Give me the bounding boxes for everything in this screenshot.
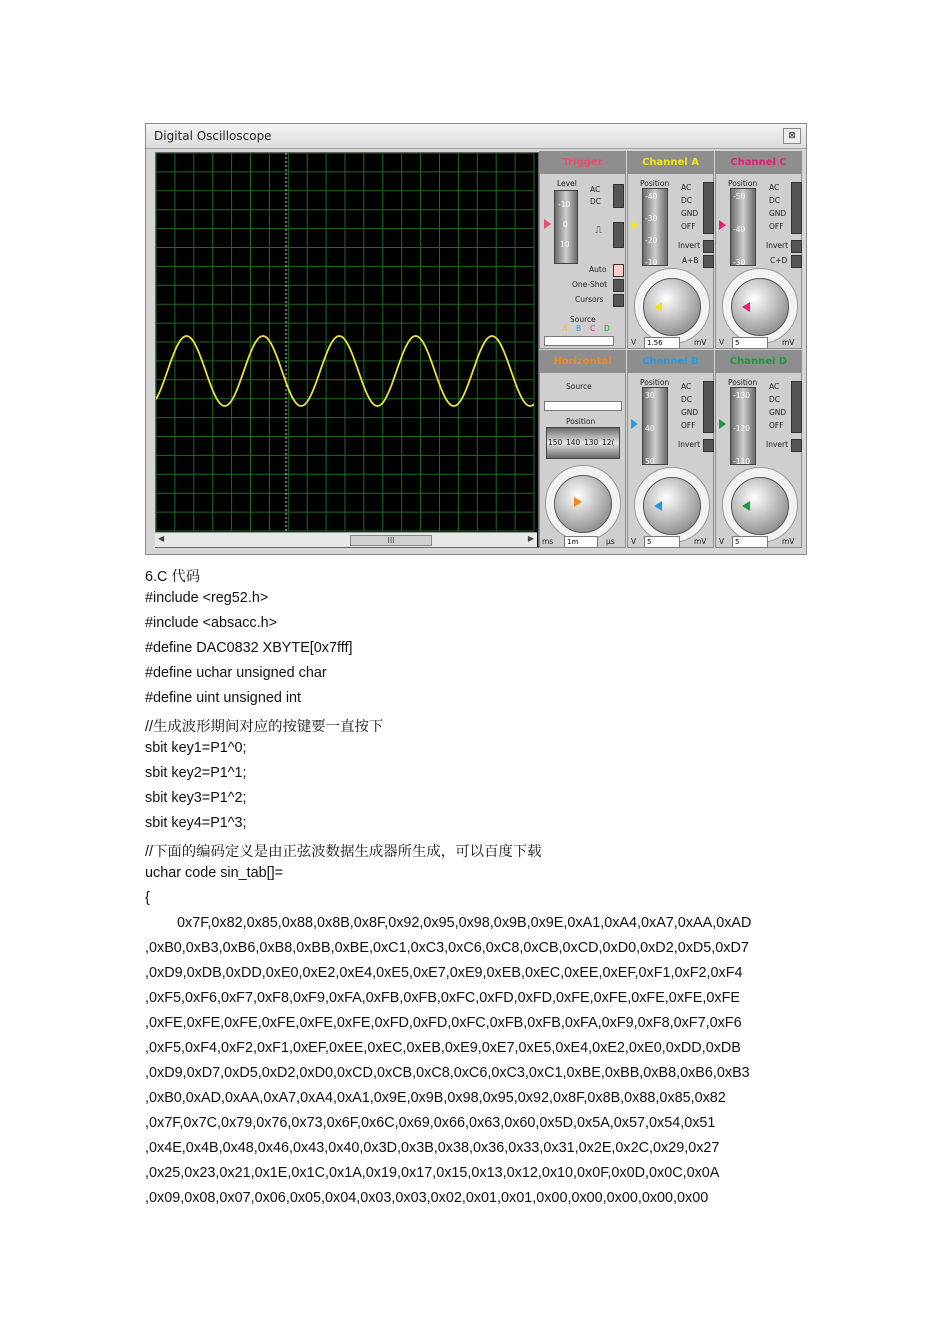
- h-position-tick: 140: [566, 438, 581, 447]
- volts-unit-left: V: [719, 338, 725, 347]
- coupling-switch[interactable]: [703, 381, 714, 433]
- volts-value: 5: [644, 536, 680, 548]
- coupling-off: OFF: [769, 421, 784, 430]
- h-position-label: Position: [566, 417, 596, 426]
- coupling-switch[interactable]: [791, 182, 802, 234]
- combine-button[interactable]: [791, 255, 802, 268]
- code-line: #define DAC0832 XBYTE[0x7fff]: [145, 640, 353, 656]
- source-c[interactable]: C: [590, 324, 596, 333]
- invert-button[interactable]: [791, 240, 802, 253]
- volts-unit-left: V: [719, 537, 725, 546]
- channel-d-title: Channel D: [716, 351, 801, 373]
- channel-b-panel: [627, 350, 714, 548]
- volts-knob[interactable]: [643, 477, 701, 535]
- coupling-gnd: GND: [681, 408, 699, 417]
- volts-pointer-icon: [742, 302, 750, 312]
- code-line: //生成波形期间对应的按键要一直按下: [145, 719, 384, 735]
- sin-table-line: ,0xF5,0xF4,0xF2,0xF1,0xEF,0xEE,0xEC,0xEB,0xE9,0xE7,0xE5,0xE4,0xE2,0xE0,0xDD,0xDB: [145, 1040, 741, 1056]
- timebase-value: 1m: [564, 536, 598, 548]
- position-pointer-icon: [719, 220, 726, 230]
- volts-knob[interactable]: [643, 278, 701, 336]
- coupling-off: OFF: [681, 421, 696, 430]
- scroll-right-icon[interactable]: ▶: [527, 534, 534, 543]
- trigger-title: Trigger: [540, 152, 625, 174]
- source-label: Source: [570, 315, 596, 324]
- position-tick: 50: [645, 457, 655, 466]
- sin-table-line: ,0x09,0x08,0x07,0x06,0x05,0x04,0x03,0x03,0x02,0x01,0x01,0x00,0x00,0x00,0x00,0x00: [145, 1190, 709, 1206]
- invert-button[interactable]: [791, 439, 802, 452]
- volts-value: 1.56: [644, 337, 680, 349]
- scroll-left-icon[interactable]: ◀: [158, 534, 165, 543]
- position-pointer-icon: [719, 419, 726, 429]
- window-titlebar: [146, 124, 806, 149]
- code-line: #define uchar unsigned char: [145, 665, 327, 681]
- source-a[interactable]: A: [562, 324, 568, 333]
- invert-label: Invert: [766, 440, 789, 449]
- volts-unit-right: mV: [782, 537, 795, 546]
- code-line: {: [145, 890, 150, 906]
- coupling-dc: DC: [590, 197, 602, 206]
- source-b[interactable]: B: [576, 324, 582, 333]
- position-tick: -130: [733, 391, 751, 400]
- volts-pointer-icon: [654, 302, 662, 312]
- position-label: Position: [640, 378, 670, 387]
- auto-button[interactable]: [613, 264, 624, 277]
- position-tick: -40: [733, 225, 746, 234]
- h-source-slider[interactable]: [544, 401, 622, 411]
- position-tick: -110: [733, 457, 751, 466]
- coupling-ac: AC: [590, 185, 601, 194]
- coupling-ac: AC: [769, 382, 780, 391]
- timebase-unit-right: µs: [606, 537, 615, 546]
- invert-label: Invert: [678, 440, 701, 449]
- volts-pointer-icon: [654, 501, 662, 511]
- coupling-ac: AC: [681, 382, 692, 391]
- coupling-ac: AC: [681, 183, 692, 192]
- volts-knob[interactable]: [731, 278, 789, 336]
- coupling-gnd: GND: [769, 209, 787, 218]
- scope-screen: [155, 152, 539, 548]
- oscilloscope-window: [145, 123, 807, 555]
- coupling-gnd: GND: [681, 209, 699, 218]
- volts-value: 5: [732, 536, 768, 548]
- horizontal-scrollbar[interactable]: [155, 532, 537, 547]
- code-line: sbit key4=P1^3;: [145, 815, 247, 831]
- coupling-off: OFF: [681, 222, 696, 231]
- coupling-ac: AC: [769, 183, 780, 192]
- position-pointer-icon: [631, 220, 638, 230]
- position-tick: -20: [645, 236, 658, 245]
- cursors-button[interactable]: [613, 294, 624, 307]
- coupling-gnd: GND: [769, 408, 787, 417]
- sin-table-line: ,0xB0,0xAD,0xAA,0xA7,0xA4,0xA1,0x9E,0x9B,0x98,0x95,0x92,0x8F,0x8B,0x88,0x85,0x82: [145, 1090, 726, 1106]
- sin-table-line: ,0x4E,0x4B,0x48,0x46,0x43,0x40,0x3D,0x3B,0x38,0x36,0x33,0x31,0x2E,0x2C,0x29,0x27: [145, 1140, 720, 1156]
- auto-label: Auto: [589, 265, 607, 274]
- channel-d-panel: [715, 350, 802, 548]
- volts-unit-left: V: [631, 338, 637, 347]
- sin-table-line: ,0x7F,0x7C,0x79,0x76,0x73,0x6F,0x6C,0x69,0x66,0x63,0x60,0x5D,0x5A,0x57,0x54,0x51: [145, 1115, 716, 1131]
- position-tick: -50: [733, 192, 746, 201]
- invert-label: Invert: [766, 241, 789, 250]
- oneshot-button[interactable]: [613, 279, 624, 292]
- coupling-dc: DC: [681, 395, 693, 404]
- coupling-dc: DC: [769, 395, 781, 404]
- position-label: Position: [728, 378, 758, 387]
- timebase-unit-left: ms: [542, 537, 554, 546]
- coupling-switch[interactable]: [791, 381, 802, 433]
- sin-table-line: ,0xD9,0xDB,0xDD,0xE0,0xE2,0xE4,0xE5,0xE7,0xE9,0xEB,0xEC,0xEE,0xEF,0xF1,0xF2,0xF4: [145, 965, 743, 981]
- volts-value: 5: [732, 337, 768, 349]
- timebase-knob[interactable]: [554, 475, 612, 533]
- coupling-dc: DC: [769, 196, 781, 205]
- combine-label: C+D: [770, 256, 788, 265]
- edge-icon: ⎍: [595, 225, 602, 236]
- h-position-tick: 12(: [602, 438, 615, 447]
- invert-label: Invert: [678, 241, 701, 250]
- volts-pointer-icon: [742, 501, 750, 511]
- channel-c-title: Channel C: [716, 152, 801, 174]
- volts-unit-left: V: [631, 537, 637, 546]
- code-line: #include <absacc.h>: [145, 615, 278, 631]
- scope-display: [156, 153, 538, 533]
- cursors-label: Cursors: [575, 295, 604, 304]
- h-source-label: Source: [566, 382, 592, 391]
- scroll-thumb[interactable]: III: [350, 535, 432, 546]
- invert-button[interactable]: [703, 240, 714, 253]
- section-heading: 6.C 代码: [145, 569, 201, 585]
- h-position-tick: 130: [584, 438, 599, 447]
- code-line: sbit key2=P1^1;: [145, 765, 247, 781]
- invert-button[interactable]: [703, 439, 714, 452]
- source-slider[interactable]: [544, 336, 614, 346]
- close-icon[interactable]: ⊠: [783, 128, 801, 144]
- position-tick: -40: [645, 192, 658, 201]
- channel-a-title: Channel A: [628, 152, 713, 174]
- coupling-dc: DC: [681, 196, 693, 205]
- code-line: //下面的编码定义是由正弦波数据生成器所生成，可以百度下载: [145, 844, 542, 860]
- combine-button[interactable]: [703, 255, 714, 268]
- level-label: Level: [557, 179, 577, 188]
- volts-unit-right: mV: [694, 537, 707, 546]
- position-label: Position: [640, 179, 670, 188]
- coupling-switch[interactable]: [703, 182, 714, 234]
- position-tick: 40: [645, 424, 655, 433]
- sin-table-line: ,0x25,0x23,0x21,0x1E,0x1C,0x1A,0x19,0x17,0x15,0x13,0x12,0x10,0x0F,0x0D,0x0C,0x0A: [145, 1165, 720, 1181]
- position-pointer-icon: [631, 419, 638, 429]
- h-position-tick: 150: [548, 438, 563, 447]
- combine-label: A+B: [682, 256, 699, 265]
- sin-table-line: ,0xF5,0xF6,0xF7,0xF8,0xF9,0xFA,0xFB,0xFB,0xFC,0xFD,0xFD,0xFE,0xFE,0xFE,0xFE,0xFE: [145, 990, 740, 1006]
- sin-table-line: 0x7F,0x82,0x85,0x88,0x8B,0x8F,0x92,0x95,0x98,0x9B,0x9E,0xA1,0xA4,0xA7,0xAA,0xAD: [177, 915, 752, 931]
- code-line: #include <reg52.h>: [145, 590, 269, 606]
- position-tick: -30: [645, 214, 658, 223]
- level-tick: -10: [558, 200, 571, 209]
- position-label: Position: [728, 179, 758, 188]
- scope-grid: [156, 153, 534, 531]
- horizontal-title: Horizontal: [540, 351, 625, 373]
- level-pointer-icon: [544, 219, 551, 229]
- sin-table-line: ,0xB0,0xB3,0xB6,0xB8,0xBB,0xBE,0xC1,0xC3,0xC6,0xC8,0xCB,0xCD,0xD0,0xD2,0xD5,0xD7: [145, 940, 749, 956]
- position-tick: -30: [733, 258, 746, 267]
- trigger-panel: [539, 151, 626, 349]
- coupling-switch[interactable]: [613, 184, 624, 208]
- level-tick: 0: [563, 220, 568, 229]
- oneshot-label: One-Shot: [572, 280, 608, 289]
- timebase-pointer-icon: [574, 497, 582, 507]
- coupling-off: OFF: [769, 222, 784, 231]
- volts-unit-right: mV: [782, 338, 795, 347]
- channel-b-title: Channel B: [628, 351, 713, 373]
- position-tick: -10: [645, 258, 658, 267]
- position-tick: 30: [645, 391, 655, 400]
- window-title: Digital Oscilloscope: [154, 129, 272, 143]
- sin-table-line: ,0xFE,0xFE,0xFE,0xFE,0xFE,0xFE,0xFD,0xFD,0xFC,0xFB,0xFB,0xFA,0xF9,0xF8,0xF7,0xF6: [145, 1015, 742, 1031]
- level-tick: 10: [560, 240, 570, 249]
- horizontal-panel: [539, 350, 626, 548]
- channel-a-panel: [627, 151, 714, 349]
- volts-knob[interactable]: [731, 477, 789, 535]
- position-tick: -120: [733, 424, 751, 433]
- code-line: uchar code sin_tab[]=: [145, 865, 284, 881]
- sin-table-line: ,0xD9,0xD7,0xD5,0xD2,0xD0,0xCD,0xCB,0xC8,0xC6,0xC3,0xC1,0xBE,0xBB,0xB8,0xB6,0xB3: [145, 1065, 750, 1081]
- edge-switch[interactable]: [613, 222, 624, 248]
- code-line: #define uint unsigned int: [145, 690, 302, 706]
- channel-c-panel: [715, 151, 802, 349]
- code-line: sbit key3=P1^2;: [145, 790, 247, 806]
- source-d[interactable]: D: [604, 324, 610, 333]
- volts-unit-right: mV: [694, 338, 707, 347]
- code-line: sbit key1=P1^0;: [145, 740, 247, 756]
